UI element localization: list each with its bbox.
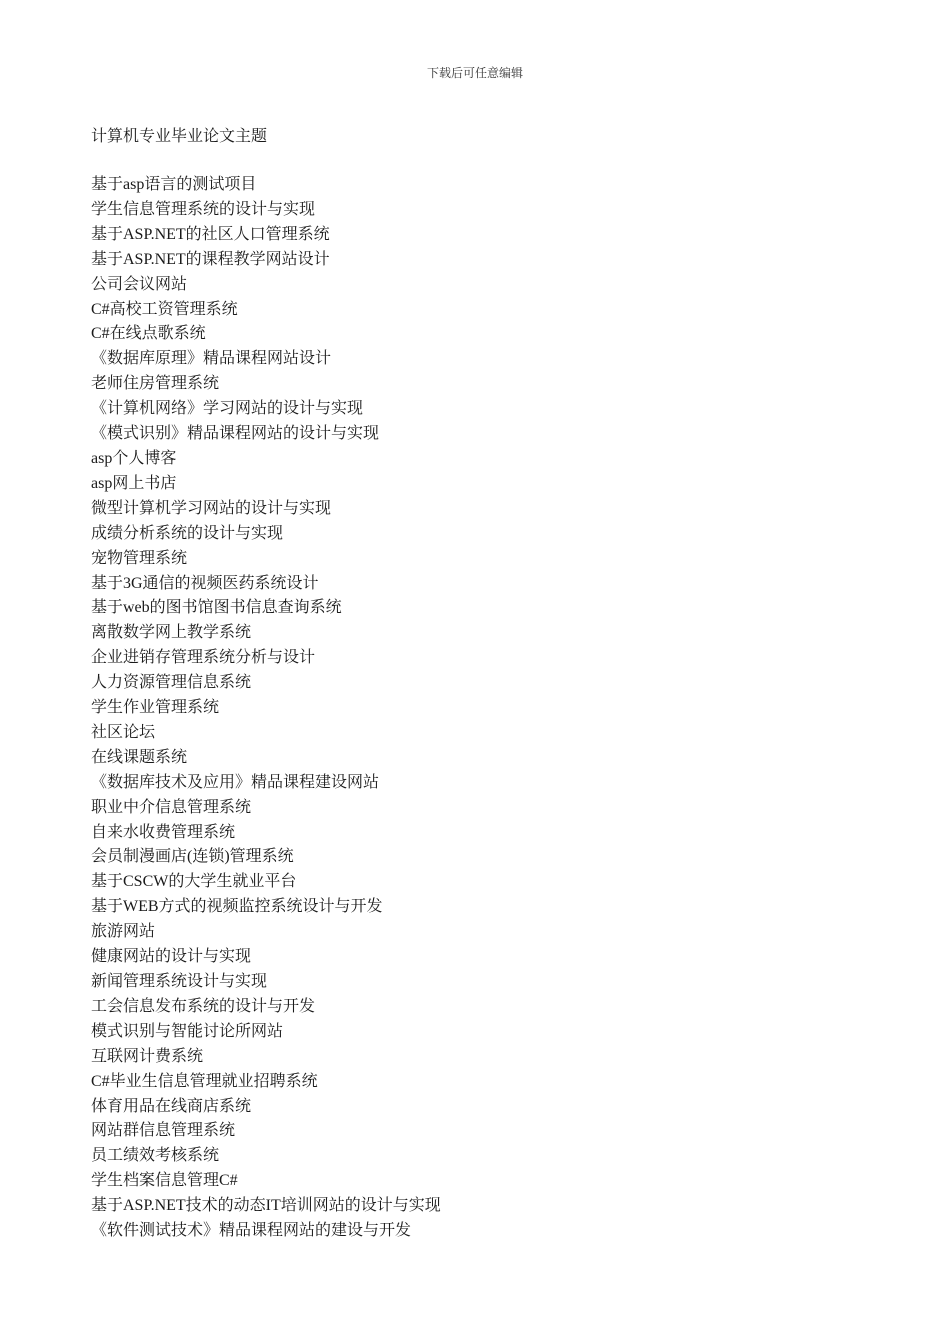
topic-item: 成绩分析系统的设计与实现 bbox=[91, 524, 284, 542]
topic-item: 人力资源管理信息系统 bbox=[91, 674, 252, 692]
topic-item: 学生档案信息管理C# bbox=[91, 1172, 238, 1190]
topic-item: asp网上书店 bbox=[91, 474, 177, 492]
topic-item: 员工绩效考核系统 bbox=[91, 1147, 220, 1165]
topic-item: C#高校工资管理系统 bbox=[91, 300, 238, 318]
topic-item: 《数据库技术及应用》精品课程建设网站 bbox=[91, 773, 380, 791]
topic-item: 基于WEB方式的视频监控系统设计与开发 bbox=[91, 898, 383, 916]
topic-item: 《软件测试技术》精品课程网站的建设与开发 bbox=[91, 1222, 412, 1240]
topic-item: 自来水收费管理系统 bbox=[91, 823, 236, 841]
topic-item: 基于web的图书馆图书信息查询系统 bbox=[91, 599, 342, 617]
topic-item: 基于asp语言的测试项目 bbox=[91, 176, 257, 193]
document-title: 计算机专业毕业论文主题 bbox=[91, 128, 268, 145]
topic-item: 微型计算机学习网站的设计与实现 bbox=[91, 499, 332, 517]
topic-item: 老师住房管理系统 bbox=[91, 375, 220, 393]
topic-item: 《数据库原理》精品课程网站设计 bbox=[91, 350, 332, 368]
topic-item: 模式识别与智能讨论所网站 bbox=[91, 1022, 284, 1040]
topic-item: 基于CSCW的大学生就业平台 bbox=[91, 873, 297, 891]
topic-item: 会员制漫画店(连锁)管理系统 bbox=[91, 848, 294, 866]
topic-item: 基于ASP.NET技术的动态IT培训网站的设计与实现 bbox=[91, 1197, 441, 1215]
topic-item: 社区论坛 bbox=[91, 723, 156, 741]
topic-item: C#在线点歌系统 bbox=[91, 325, 206, 343]
topic-item: 工会信息发布系统的设计与开发 bbox=[91, 997, 316, 1015]
topic-item: 离散数学网上教学系统 bbox=[91, 624, 252, 642]
topic-item: 新闻管理系统设计与实现 bbox=[91, 973, 268, 990]
topic-item: 学生信息管理系统的设计与实现 bbox=[91, 200, 316, 218]
topic-item: 旅游网站 bbox=[91, 923, 156, 941]
topic-item: 基于ASP.NET的社区人口管理系统 bbox=[91, 225, 330, 243]
topic-item: C#毕业生信息管理就业招聘系统 bbox=[91, 1072, 318, 1090]
topic-item: 宠物管理系统 bbox=[91, 549, 188, 567]
topic-item: 基于ASP.NET的课程教学网站设计 bbox=[91, 250, 330, 268]
topic-item: 基于3G通信的视频医药系统设计 bbox=[91, 574, 319, 592]
topic-item: asp个人博客 bbox=[91, 449, 177, 467]
page-header-note: 下载后可任意编辑 bbox=[426, 66, 523, 80]
topic-item: 体育用品在线商店系统 bbox=[91, 1097, 252, 1115]
topic-list bbox=[91, 173, 441, 1244]
topic-item: 互联网计费系统 bbox=[91, 1047, 204, 1065]
topic-item: 网站群信息管理系统 bbox=[91, 1122, 236, 1140]
topic-item: 职业中介信息管理系统 bbox=[91, 798, 252, 816]
topic-item: 学生作业管理系统 bbox=[91, 699, 220, 717]
topic-item: 《模式识别》精品课程网站的设计与实现 bbox=[91, 425, 380, 443]
topic-item: 公司会议网站 bbox=[91, 275, 188, 293]
topic-item: 健康网站的设计与实现 bbox=[91, 948, 252, 966]
topic-item: 在线课题系统 bbox=[91, 748, 188, 766]
topic-item: 《计算机网络》学习网站的设计与实现 bbox=[91, 400, 364, 418]
topic-item: 企业进销存管理系统分析与设计 bbox=[91, 649, 316, 667]
